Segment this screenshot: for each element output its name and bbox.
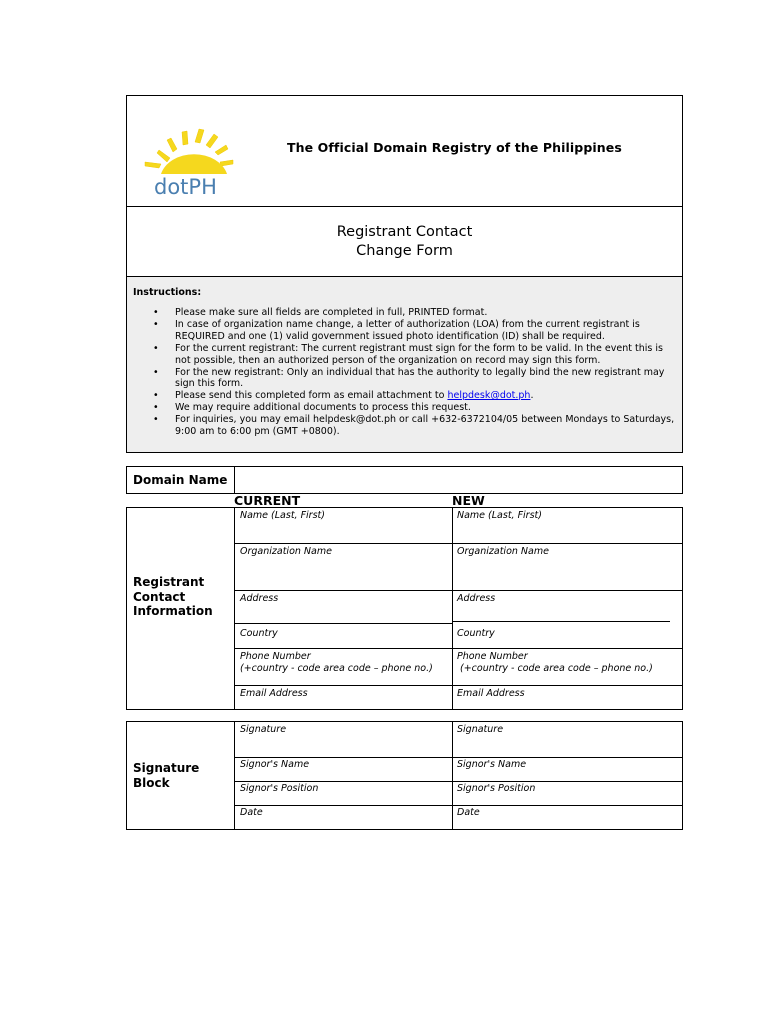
registry-title: The Official Domain Registry of the Philippines xyxy=(287,140,622,155)
bullet-icon: • xyxy=(153,366,159,378)
current-date-field[interactable]: Date xyxy=(240,807,263,818)
list-item: • Please make sure all fields are completed in full, PRINTED format. xyxy=(153,307,488,318)
bullet-icon: • xyxy=(153,342,159,354)
form-title-line2: Change Form xyxy=(356,243,453,259)
instructions-title: Instructions: xyxy=(133,287,202,298)
list-item: • We may require additional documents to process this request. xyxy=(153,402,471,414)
form-header-frame xyxy=(126,95,683,453)
registrant-section-label: Registrant Contact Information xyxy=(133,575,213,618)
domain-name-row xyxy=(126,466,683,494)
list-item: • For the current registrant: The current registrant must sign for the form to be valid. In the event this is not possible, then an authorized person of the organization on record may sign this form. xyxy=(153,342,663,366)
registrant-side-cell xyxy=(127,508,235,709)
bullet-icon: • xyxy=(153,402,159,414)
instructions-box xyxy=(127,277,682,452)
list-item: • In case of organization name change, a letter of authorization (LOA) from the current registrant is REQUIRED and one (1) valid government issued photo identification (ID) shall be required. xyxy=(153,318,640,342)
current-country-field[interactable]: Country xyxy=(240,628,278,639)
dotph-logo xyxy=(137,118,255,202)
bullet-icon: • xyxy=(153,390,159,402)
new-address-field[interactable]: Address xyxy=(457,593,496,604)
current-signor-name-field[interactable]: Signor's Name xyxy=(240,759,310,770)
list-item: • For the new registrant: Only an individual that has the authority to legally bind the new registrant may sign this form. xyxy=(153,366,665,390)
current-name-field[interactable]: Name (Last, First) xyxy=(240,510,325,521)
new-country-field[interactable]: Country xyxy=(457,628,495,639)
current-organization-field[interactable]: Organization Name xyxy=(240,546,332,557)
current-address-field[interactable]: Address xyxy=(240,593,279,604)
current-signor-position-field[interactable]: Signor's Position xyxy=(240,783,319,794)
current-phone-field[interactable]: Phone Number (+country - code area code – phone no.) xyxy=(240,651,433,674)
helpdesk-email-link[interactable]: helpdesk@dot.ph xyxy=(447,390,531,402)
signature-block-table xyxy=(126,721,683,830)
signature-section-label: Signature Block xyxy=(133,761,200,790)
current-column-header: CURRENT xyxy=(234,493,301,508)
domain-name-label: Domain Name xyxy=(127,467,235,493)
new-signor-position-field[interactable]: Signor's Position xyxy=(457,783,536,794)
list-item: • Please send this completed form as email attachment to helpdesk@dot.ph. xyxy=(153,390,534,402)
bullet-icon: • xyxy=(153,414,159,426)
bullet-icon: • xyxy=(153,307,159,318)
form-title xyxy=(127,207,682,277)
domain-name-field[interactable] xyxy=(236,467,682,493)
form-title-line1: Registrant Contact xyxy=(336,224,473,240)
row-divider xyxy=(452,621,670,622)
bullet-icon: • xyxy=(153,318,159,330)
new-email-field[interactable]: Email Address xyxy=(457,688,525,699)
new-column-header: NEW xyxy=(452,493,485,508)
new-name-field[interactable]: Name (Last, First) xyxy=(457,510,542,521)
new-signor-name-field[interactable]: Signor's Name xyxy=(457,759,527,770)
new-signature-field[interactable]: Signature xyxy=(457,724,504,735)
new-phone-field[interactable]: Phone Number (+country - code area code – phone no.) xyxy=(457,651,653,674)
current-email-field[interactable]: Email Address xyxy=(240,688,308,699)
signature-side-cell xyxy=(127,722,235,829)
row-divider xyxy=(235,623,452,624)
new-organization-field[interactable]: Organization Name xyxy=(457,546,549,557)
new-date-field[interactable]: Date xyxy=(457,807,480,818)
header-section xyxy=(127,96,682,207)
registrant-contact-table xyxy=(126,507,683,710)
list-item: • For inquiries, you may email helpdesk@dot.ph or call +632-6372104/05 between Mondays to Saturdays, 9:00 am to 6:00 pm (GMT +0800). xyxy=(153,414,675,438)
column-divider xyxy=(452,508,453,709)
current-signature-field[interactable]: Signature xyxy=(240,724,287,735)
svg-text:dotPH: dotPH xyxy=(154,175,217,199)
instructions-list xyxy=(133,307,676,438)
